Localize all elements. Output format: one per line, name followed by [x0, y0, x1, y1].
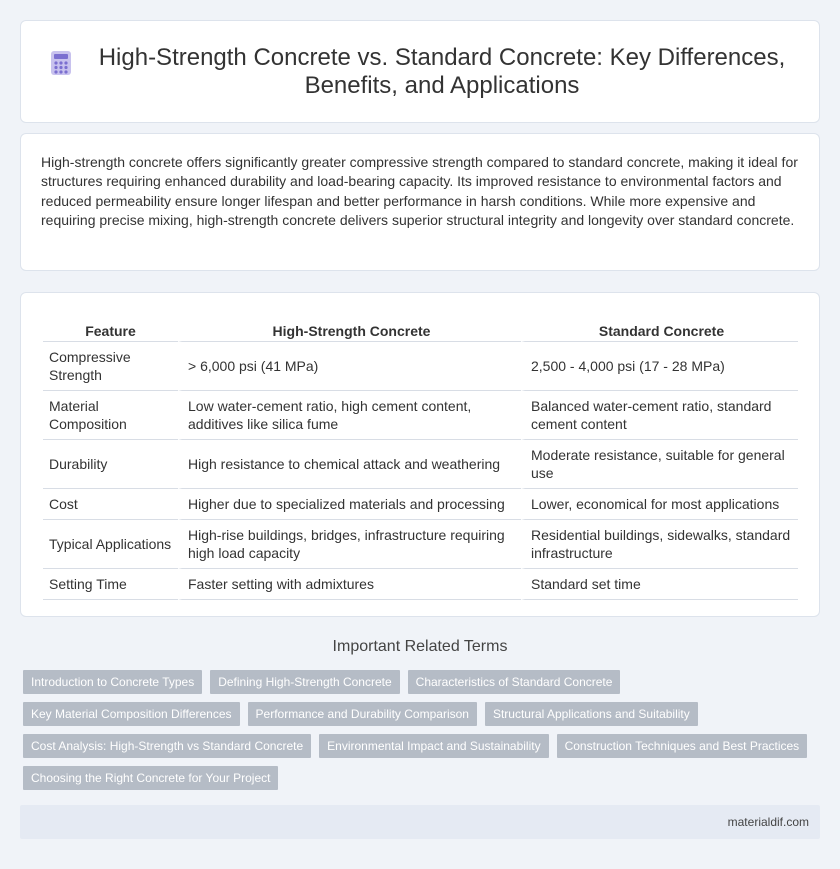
footer-site-link[interactable]: materialdif.com [727, 815, 809, 829]
related-term-tag[interactable]: Performance and Durability Comparison [248, 702, 477, 726]
related-term-tag[interactable]: Defining High-Strength Concrete [210, 670, 399, 694]
related-term-tag[interactable]: Key Material Composition Differences [23, 702, 240, 726]
footer [20, 805, 820, 839]
table-row [43, 520, 798, 569]
related-term-tag[interactable]: Characteristics of Standard Concrete [408, 670, 621, 694]
related-term-tag[interactable]: Introduction to Concrete Types [23, 670, 202, 694]
header-feature: Feature [43, 311, 178, 342]
tag-row [23, 766, 823, 790]
standard-cell: Moderate resistance, suitable for general use [521, 440, 798, 489]
feature-cell: Setting Time [43, 569, 178, 600]
tag-row [23, 734, 823, 758]
high-strength-cell: Faster setting with admixtures [178, 569, 521, 600]
related-term-tag[interactable]: Cost Analysis: High-Strength vs Standard Concrete [23, 734, 311, 758]
feature-cell: Typical Applications [43, 520, 178, 569]
related-term-tag[interactable]: Construction Techniques and Best Practices [557, 734, 808, 758]
standard-cell: 2,500 - 4,000 psi (17 - 28 MPa) [521, 342, 798, 391]
header-high-strength: High-Strength Concrete [178, 311, 521, 342]
table-row [43, 440, 798, 489]
comparison-table-card [20, 292, 820, 617]
feature-cell: Durability [43, 440, 178, 489]
title-wrap [40, 44, 800, 100]
table-row [43, 391, 798, 440]
tag-row [23, 670, 823, 694]
table-row [43, 489, 798, 520]
related-term-tag[interactable]: Structural Applications and Suitability [485, 702, 698, 726]
calculator-icon [48, 50, 74, 76]
tag-row [23, 702, 823, 726]
feature-cell: Cost [43, 489, 178, 520]
feature-cell: Compressive Strength [43, 342, 178, 391]
standard-cell: Balanced water-cement ratio, standard cement content [521, 391, 798, 440]
table-row [43, 342, 798, 391]
high-strength-cell: > 6,000 psi (41 MPa) [178, 342, 521, 391]
comparison-table [43, 311, 798, 600]
summary-text: High-strength concrete offers significantly greater compressive strength compared to standard concrete, making it ideal for structures requiring enhanced durability and load-bearing capacity. Its improved resistance to environmental factors and reduced permeability ensure longer lifespan and better performance in harsh conditions. While more expensive and requiring precise mixing, high-strength concrete delivers superior structural integrity and longevity over standard concrete. [41, 154, 798, 229]
standard-cell: Standard set time [521, 569, 798, 600]
high-strength-cell: High-rise buildings, bridges, infrastructure requiring high load capacity [178, 520, 521, 569]
high-strength-cell: Low water-cement ratio, high cement content, additives like silica fume [178, 391, 521, 440]
table-row [43, 569, 798, 600]
page-title: High-Strength Concrete vs. Standard Concrete: Key Differences, Benefits, and Applications [98, 43, 786, 99]
title-card [20, 20, 820, 123]
summary-card [20, 133, 820, 271]
header-standard: Standard Concrete [521, 311, 798, 342]
related-term-tag[interactable]: Choosing the Right Concrete for Your Project [23, 766, 278, 790]
related-term-tag[interactable]: Environmental Impact and Sustainability [319, 734, 548, 758]
high-strength-cell: Higher due to specialized materials and processing [178, 489, 521, 520]
high-strength-cell: High resistance to chemical attack and weathering [178, 440, 521, 489]
related-terms-heading: Important Related Terms [332, 638, 508, 655]
feature-cell: Material Composition [43, 391, 178, 440]
standard-cell: Residential buildings, sidewalks, standard infrastructure [521, 520, 798, 569]
table-header-row [43, 311, 798, 342]
standard-cell: Lower, economical for most applications [521, 489, 798, 520]
related-terms-tags [23, 670, 823, 798]
